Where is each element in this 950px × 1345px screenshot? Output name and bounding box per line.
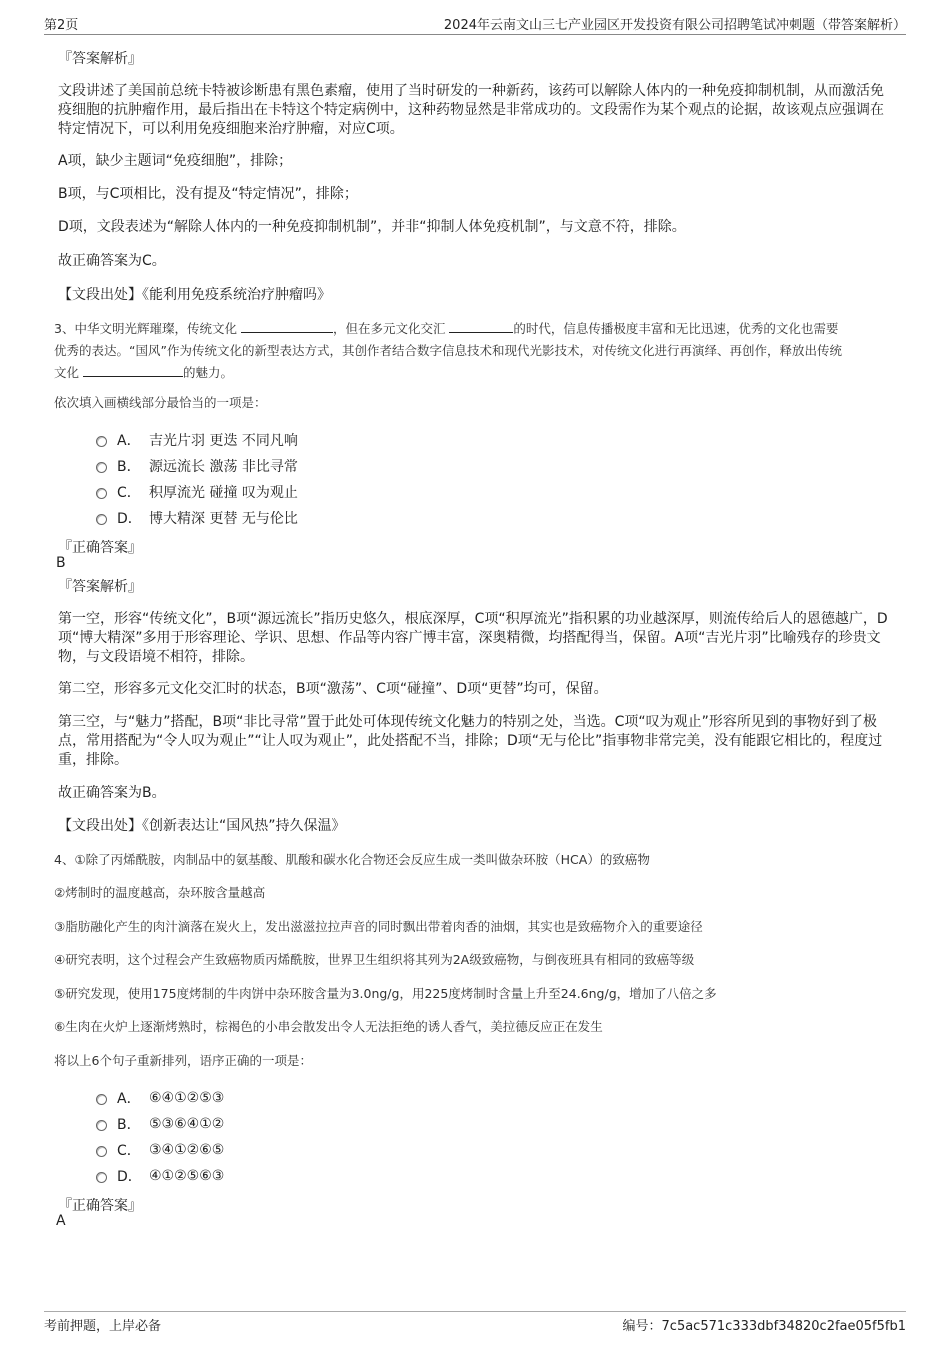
radio-icon[interactable] <box>96 436 107 447</box>
q3-source: 【文段出处】《创新表达让“国风热”持久保温》 <box>58 818 346 834</box>
q2-source: 【文段出处】《能利用免疫系统治疗肿瘤吗》 <box>58 287 331 303</box>
q2-analysis-p3: B项，与C项相比，没有提及“特定情况”，排除； <box>58 186 358 202</box>
q4-option-c[interactable]: C． ③④①②⑥⑤ <box>96 1140 224 1160</box>
q2-analysis-p2: A项，缺少主题词“免疫细胞”，排除； <box>58 153 293 169</box>
blank-1 <box>241 320 333 333</box>
radio-icon[interactable] <box>96 1146 107 1157</box>
radio-icon[interactable] <box>96 488 107 499</box>
q4-sentence-5: ⑤研究发现，使用175度烤制的牛肉饼中杂环胺含量为3.0ng/g，用225度烤制时含量上升至24.6ng/g，增加了八倍之多 <box>54 986 717 1001</box>
q2-answer-line: 故正确答案为C。 <box>58 253 166 269</box>
q4-sentence-2: ②烤制时的温度越高，杂环胺含量越高 <box>54 885 266 900</box>
q4-correct-answer: A <box>56 1213 66 1229</box>
q4-sentence-6: ⑥生肉在火炉上逐渐烤熟时，棕褐色的小串会散发出令人无法拒绝的诱人香气，美拉德反应正在发生 <box>54 1019 603 1034</box>
q3-analysis-p1: 第一空，形容“传统文化”，B项“源远流长”指历史悠久，根底深厚，C项“积厚流光”指积累的功业越深厚，则流传给后人的恩德越广，D项“博大精深”多用于形容理论、学识、思想、作品等内容广博丰富，深奥精微，均搭配得当，保留。A项“吉光片羽”比喻残存的珍贵文物，与文段语境不相符，排除。 <box>58 611 888 665</box>
page-footer <box>44 1311 906 1339</box>
q3-analysis-label: 『答案解析』 <box>58 579 142 595</box>
q3-analysis-p3: 第三空，与“魅力”搭配，B项“非比寻常”置于此处可体现传统文化魅力的特别之处，当选。C项“叹为观止”形容所见到的事物好到了极点，常用搭配为“令人叹为观止”“让人叹为观止”，此处搭配不当，排除；D项“无与伦比”指事物非常完美，没有能跟它相比的，程度过重，排除。 <box>58 714 883 768</box>
q4-sentence-4: ④研究表明，这个过程会产生致癌物质丙烯酰胺，世界卫生组织将其列为2A级致癌物，与倒夜班具有相同的致癌等级 <box>54 952 695 967</box>
q3-option-b[interactable]: B． 源远流长 激荡 非比寻常 <box>96 456 298 476</box>
q3-option-c[interactable]: C． 积厚流光 碰撞 叹为观止 <box>96 482 298 502</box>
q4-correct-label: 『正确答案』 <box>58 1198 142 1214</box>
footer-slogan: 考前押题，上岸必备 <box>44 1319 162 1334</box>
radio-icon[interactable] <box>96 462 107 473</box>
q3-answer-line: 故正确答案为B。 <box>58 785 166 801</box>
q3-analysis-p2: 第二空，形容多元文化交汇时的状态，B项“激荡”、C项“碰撞”、D项“更替”均可，保留。 <box>58 681 608 697</box>
q3-stem: 3、中华文明光辉璀璨，传统文化 ，但在多元文化交汇 的时代，信息传播极度丰富和无比迅速，优秀的文化也需要 优秀的表达。“国风”作为传统文化的新型表达方式，其创作者结合数字信息技术和现代光影技术，对传统文化进行再演绎、再创作，释放出传统 文化 的魅力。 <box>54 321 842 380</box>
q2-analysis-p1: 文段讲述了美国前总统卡特被诊断患有黑色素瘤，使用了当时研发的一种新药，该药可以解除人体内的一种免疫抑制机制，从而激活免疫细胞的抗肿瘤作用，最后指出在卡特这个特定病例中，这种药物显然是非常成功的。文段需作为某个观点的论据，故该观点应强调在特定情况下，可以利用免疫细胞来治疗肿瘤，对应C项。 <box>58 83 884 137</box>
radio-icon[interactable] <box>96 1172 107 1183</box>
q3-option-d[interactable]: D． 博大精深 更替 无与伦比 <box>96 508 298 528</box>
q4-option-a[interactable]: A． ⑥④①②⑤③ <box>96 1088 224 1108</box>
q4-instruction: 将以上6个句子重新排列，语序正确的一项是： <box>54 1053 312 1068</box>
q4-option-b[interactable]: B． ⑤③⑥④①② <box>96 1114 224 1134</box>
q4-sentence-1: 4、①除了丙烯酰胺，肉制品中的氨基酸、肌酸和碳水化合物还会反应生成一类叫做杂环胺（HCA）的致癌物 <box>54 852 650 867</box>
radio-icon[interactable] <box>96 1120 107 1131</box>
radio-icon[interactable] <box>96 514 107 525</box>
blank-3 <box>83 364 183 377</box>
q3-option-a[interactable]: A． 吉光片羽 更迭 不同凡响 <box>96 430 298 450</box>
q4-sentence-3: ③脂肪融化产生的肉汁滴落在炭火上，发出滋滋拉拉声音的同时飘出带着肉香的油烟，其实也是致癌物介入的重要途径 <box>54 919 703 934</box>
q2-analysis-p4: D项，文段表述为“解除人体内的一种免疫抑制机制”，并非“抑制人体免疫机制”，与文意不符，排除。 <box>58 219 686 235</box>
document-id: 编号：7c5ac571c333dbf34820c2fae05f5fb1 <box>622 1319 906 1334</box>
q2-analysis-label: 『答案解析』 <box>58 51 142 67</box>
q4-option-d[interactable]: D． ④①②⑤⑥③ <box>96 1166 224 1186</box>
q3-correct-label: 『正确答案』 <box>58 540 142 556</box>
page-number: 第2页 <box>44 18 79 33</box>
blank-2 <box>449 320 513 333</box>
radio-icon[interactable] <box>96 1094 107 1105</box>
q3-instruction: 依次填入画横线部分最恰当的一项是： <box>54 395 267 410</box>
q3-correct-answer: B <box>56 555 66 571</box>
document-title: 2024年云南文山三七产业园区开发投资有限公司招聘笔试冲刺题（带答案解析） <box>443 18 906 33</box>
page-header <box>44 14 906 35</box>
